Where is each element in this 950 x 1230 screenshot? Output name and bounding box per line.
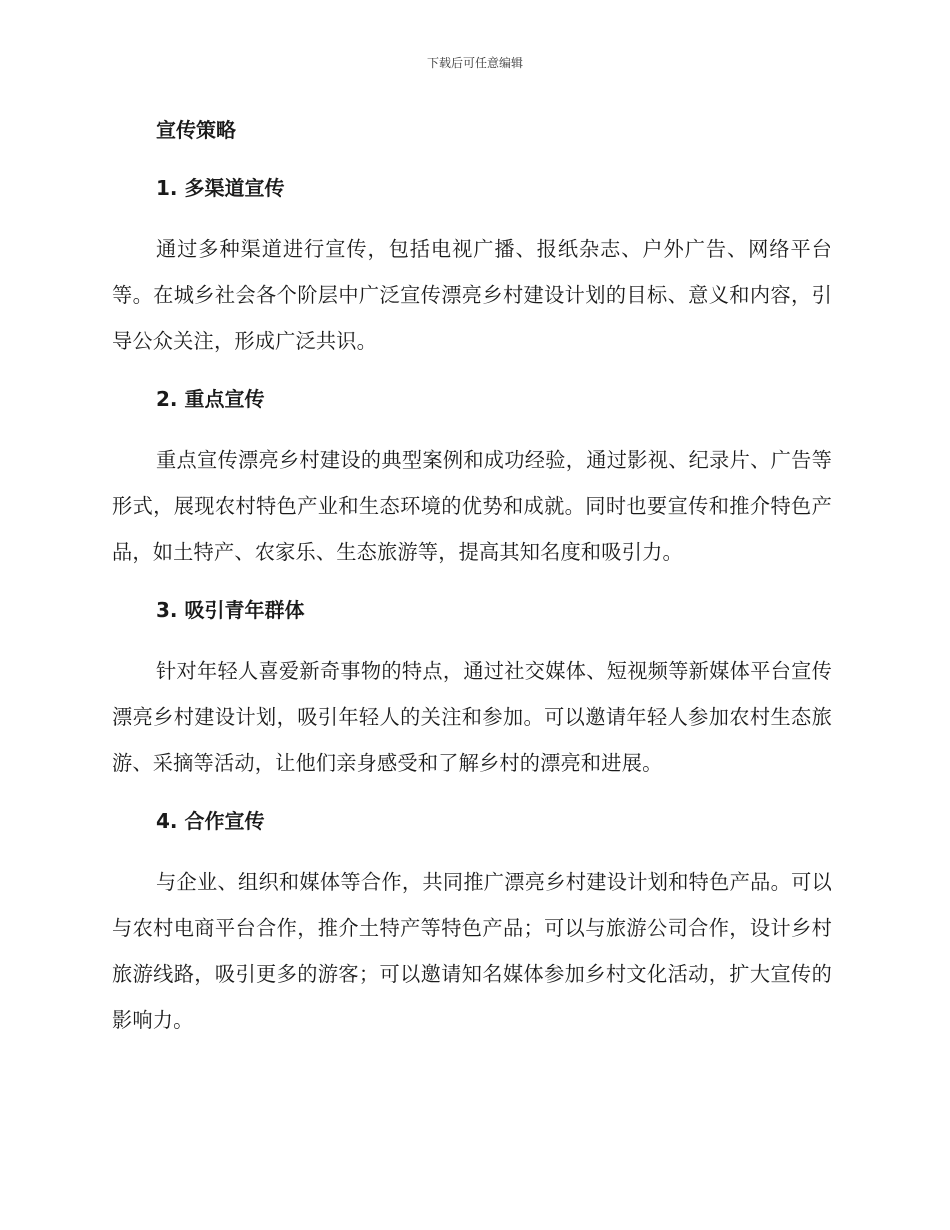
- section-body-4: 与企业、组织和媒体等合作，共同推广漂亮乡村建设计划和特色产品。可以与农村电商平台合作，推介土特产等特色产品；可以与旅游公司合作，设计乡村旅游线路，吸引更多的游客；可以邀请知名媒体参加乡村文化活动，扩大宣传的影响力。: [112, 870, 832, 1032]
- section-heading-3: 3. 吸引青年群体: [156, 598, 305, 622]
- section-heading-1: 1. 多渠道宣传: [156, 176, 285, 200]
- document-content: [112, 112, 832, 1043]
- section-body-3: 针对年轻人喜爱新奇事物的特点，通过社交媒体、短视频等新媒体平台宣传漂亮乡村建设计划，吸引年轻人的关注和参加。可以邀请年轻人参加农村生态旅游、采摘等活动，让他们亲身感受和了解乡村的漂亮和进展。: [112, 659, 832, 775]
- section-body-1: 通过多种渠道进行宣传，包括电视广播、报纸杂志、户外广告、网络平台等。在城乡社会各个阶层中广泛宣传漂亮乡村建设计划的目标、意义和内容，引导公众关注，形成广泛共识。: [112, 237, 832, 353]
- document-title: 宣传策略: [156, 118, 236, 142]
- section-heading-4: 4. 合作宣传: [156, 809, 265, 833]
- section-body-2: 重点宣传漂亮乡村建设的典型案例和成功经验，通过影视、纪录片、广告等形式，展现农村特色产业和生态环境的优势和成就。同时也要宣传和推介特色产品，如土特产、农家乐、生态旅游等，提高其知名度和吸引力。: [112, 448, 832, 564]
- header-note: 下载后可任意编辑: [426, 56, 523, 70]
- section-heading-2: 2. 重点宣传: [156, 387, 265, 411]
